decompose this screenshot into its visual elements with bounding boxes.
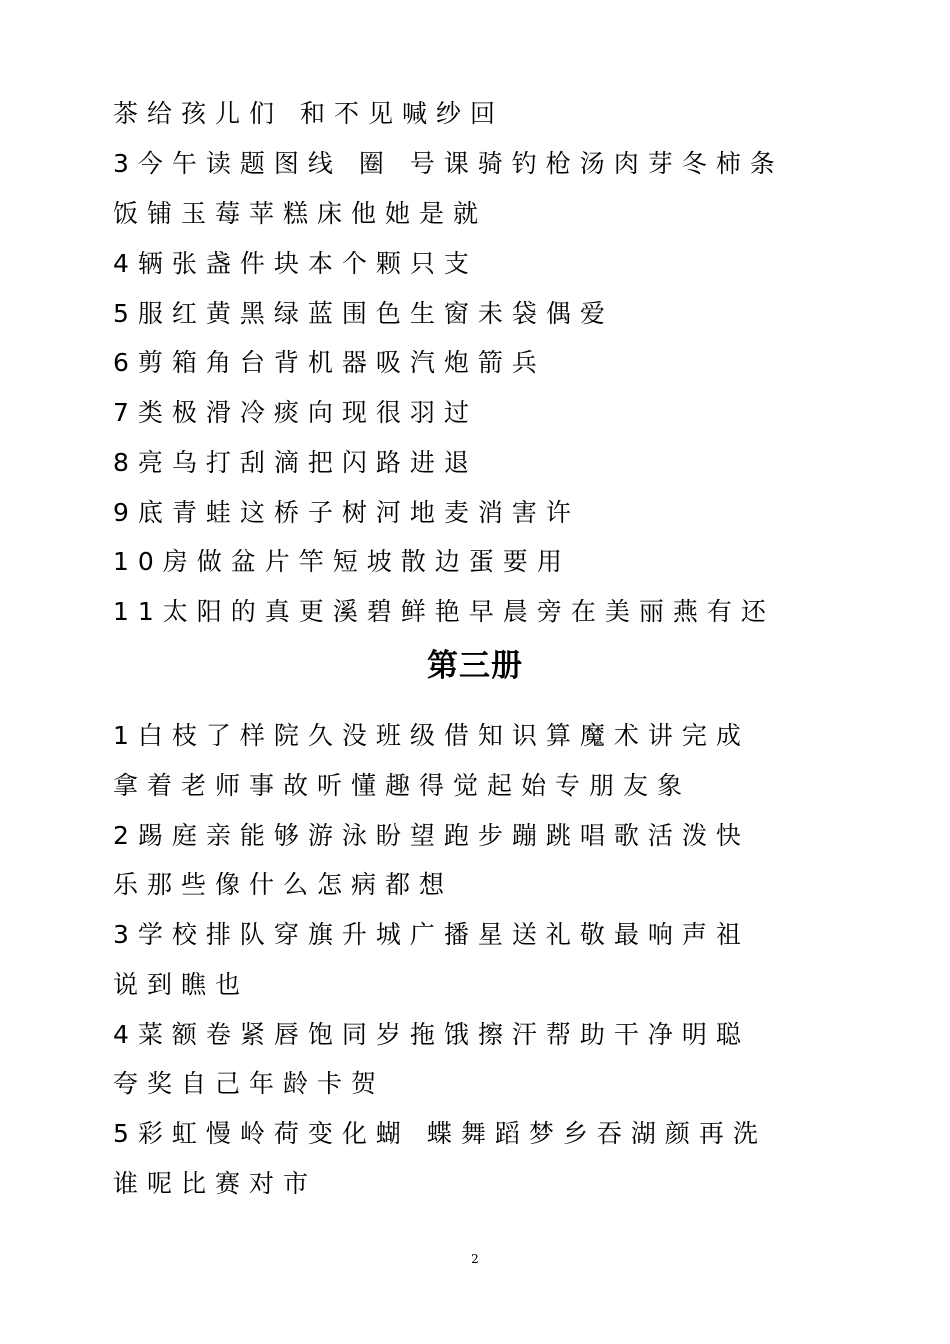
text-line: 4辆张盏件块本个颗只支 <box>113 249 478 278</box>
text-line: 2踢庭亲能够游泳盼望跑步蹦跳唱歌活泼快 <box>113 821 750 850</box>
page-number: 2 <box>471 1252 479 1266</box>
text-line: 谁呢比赛对市 <box>113 1169 318 1198</box>
text-line: 5彩虹慢岭荷变化蝴 蝶舞蹈梦乡吞湖颜再洗 <box>113 1119 767 1148</box>
text-line: 5服红黄黑绿蓝围色生窗未袋偶爱 <box>113 299 614 328</box>
text-line: 说到瞧也 <box>113 970 250 999</box>
text-line: 6剪箱角台背机器吸汽炮箭兵 <box>113 348 546 377</box>
section-heading: 第三册 <box>427 648 523 684</box>
text-line: 8亮乌打刮滴把闪路进退 <box>113 448 478 477</box>
text-line: 4菜额卷紧唇饱同岁拖饿擦汗帮助干净明聪 <box>113 1020 750 1049</box>
text-line: 夸奖自己年龄卡贺 <box>113 1069 386 1098</box>
text-line: 10房做盆片竿短坡散边蛋要用 <box>113 547 571 576</box>
text-line: 茶给孩儿们 和不见喊纱回 <box>113 99 504 128</box>
text-line: 1白枝了样院久没班级借知识算魔术讲完成 <box>113 721 750 750</box>
text-line: 饭铺玉莓苹糕床他她是就 <box>113 199 488 228</box>
text-line: 3学校排队穿旗升城广播星送礼敬最响声祖 <box>113 920 750 949</box>
text-line: 11太阳的真更溪碧鲜艳早晨旁在美丽燕有还 <box>113 597 775 626</box>
text-line: 7类极滑冷痰向现很羽过 <box>113 398 478 427</box>
text-line: 9底青蛙这桥子树河地麦消害许 <box>113 498 580 527</box>
text-line: 拿着老师事故听懂趣得觉起始专朋友象 <box>113 771 692 800</box>
text-line: 3今午读题图线 圈 号课骑钓枪汤肉芽冬柿条 <box>113 149 784 178</box>
text-line: 乐那些像什么怎病都想 <box>113 870 454 899</box>
